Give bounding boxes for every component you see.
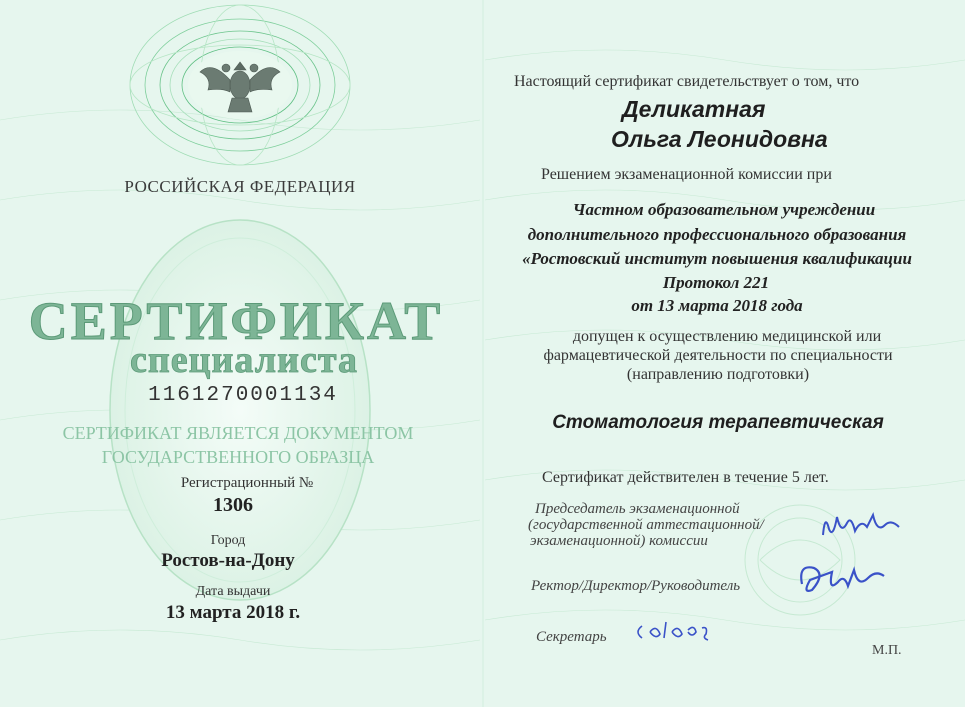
admitted-line2: фармацевтической деятельности по специальности xyxy=(543,347,893,364)
specialty-name: Стоматология терапевтическая xyxy=(552,412,884,433)
certificate-subtitle: специалиста xyxy=(130,339,358,381)
certificate-number: 1161270001134 xyxy=(148,384,338,407)
secretary-signature xyxy=(630,612,720,646)
chair-label-line1: Председатель экзаменационной xyxy=(535,501,740,517)
seal-place-label: М.П. xyxy=(872,643,902,658)
organization-line3: «Ростовский институт повышения квалификации xyxy=(522,249,912,268)
admitted-line3: (направлению подготовки) xyxy=(626,366,810,383)
city-label: Город xyxy=(210,533,246,548)
issue-date-value: 13 марта 2018 г. xyxy=(165,602,301,623)
organization-line1: Частном образовательном учреждении xyxy=(572,200,876,219)
issue-date-label: Дата выдачи xyxy=(195,584,271,599)
city-value: Ростов-на-Дону xyxy=(161,550,295,571)
chair-label-line3: экзаменационной) комиссии xyxy=(530,533,708,549)
rector-signature xyxy=(792,558,892,600)
country-name: РОССИЙСКАЯ ФЕДЕРАЦИЯ xyxy=(124,177,356,196)
protocol-date: от 13 марта 2018 года xyxy=(631,296,803,315)
state-document-line1: СЕРТИФИКАТ ЯВЛЯЕТСЯ ДОКУМЕНТОМ xyxy=(62,423,414,443)
admitted-line1: допущен к осуществлению медицинской или xyxy=(572,328,882,345)
registration-number: 1306 xyxy=(213,494,253,516)
organization-line2: дополнительного профессионального образования xyxy=(527,225,907,244)
validity-text: Сертификат действителен в течение 5 лет. xyxy=(542,469,829,486)
secretary-label: Секретарь xyxy=(536,629,607,645)
chair-signature xyxy=(815,505,910,545)
registration-label: Регистрационный № xyxy=(180,475,314,491)
holder-name: Ольга Леонидовна xyxy=(611,126,828,152)
certificate-title: СЕРТИФИКАТ xyxy=(28,291,444,351)
decision-text: Решением экзаменационной комиссии при xyxy=(541,166,832,183)
state-document-line2: ГОСУДАРСТВЕННОГО ОБРАЗЦА xyxy=(101,447,375,467)
intro-text: Настоящий сертификат свидетельствует о том, что xyxy=(514,73,860,90)
chair-label-line2: (государственной аттестационной/ xyxy=(528,517,764,533)
rector-label: Ректор/Директор/Руководитель xyxy=(531,578,741,594)
holder-surname: Деликатная xyxy=(622,96,766,122)
protocol-number: Протокол 221 xyxy=(662,273,770,292)
